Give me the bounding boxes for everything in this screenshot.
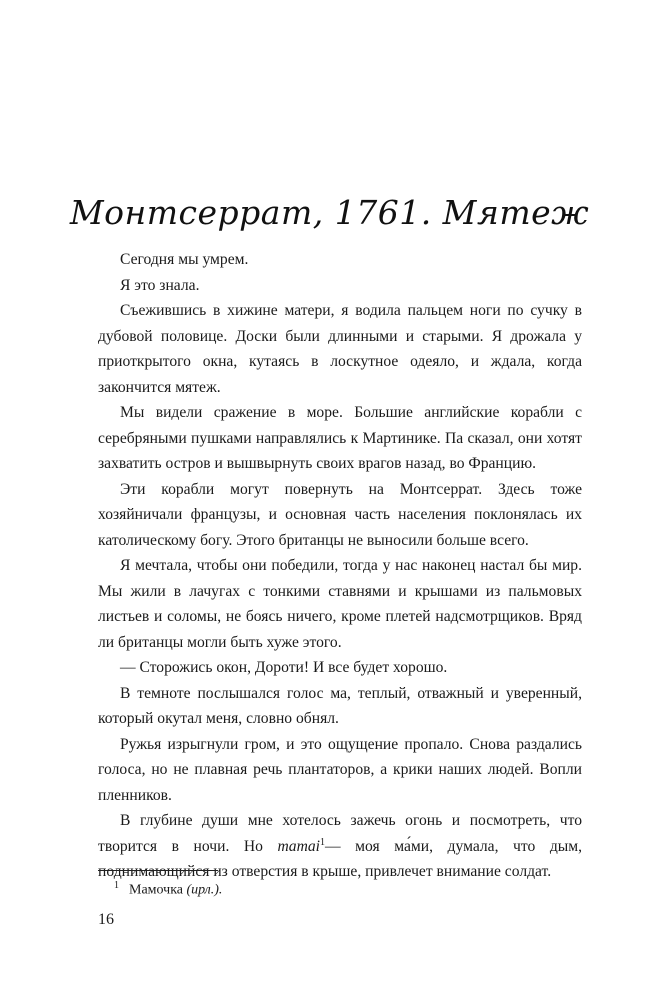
footnote-mark: 1 (114, 880, 119, 891)
paragraph: В темноте послышался голос ма, теплый, отважный и уверенный, который окутал меня, словно обнял. (98, 684, 582, 727)
chapter-title: Монтсеррат, 1761. Мятеж (69, 193, 590, 232)
paragraph: Ружья изрыгнули гром, и это ощущение пропало. Снова раздались голоса, но не плавная речь плантаторов, а крики наших людей. Вопли пленников. (98, 735, 582, 804)
footnote-reference[interactable]: 1 (319, 836, 325, 848)
paragraph: Мы видели сражение в море. Большие английские корабли с серебряными пушками направлялись к Мартинике. Па сказал, они хотят захватить остров и вышвырнуть своих врагов назад, во Францию. (98, 404, 582, 472)
footnote (114, 876, 222, 901)
paragraph: Я мечтала, чтобы они победили, тогда у нас наконец настал бы мир. Мы жили в лачугах с тонкими ставнями и крышами из пальмовых листьев и соломы, не боясь ничего, кроме плетей надсмотрщиков. Вряд ли британцы могли быть хуже этого. (98, 557, 582, 651)
paragraph-text: — моя ма́ми, думала, что дым, поднимающийся из отверстия в крыше, привлечет внимание солдат. (98, 837, 582, 880)
body-text (98, 247, 582, 885)
paragraph: — Сторожись окон, Дороти! И все будет хорошо. (120, 659, 448, 676)
paragraph: Сегодня мы умрем. (120, 251, 249, 268)
paragraph: Я это знала. (120, 276, 200, 294)
page-number: 16 (98, 911, 114, 928)
paragraph (98, 808, 582, 885)
paragraph: Съежившись в хижине матери, я водила пальцем ноги по сучку в дубовой половице. Доски были длинными и старыми. Я дрожала у приоткрытого окна, кутаясь в лоскутное одеяло, и ждала, когда закончится мятеж. (98, 302, 582, 396)
footnote-italic: (ирл.). (186, 882, 223, 898)
paragraph-text: В глубине души мне хотелось зажечь огонь и посмотреть, что творится в ночи. Но (98, 812, 582, 855)
paragraph: Эти корабли могут повернуть на Монтсеррат. Здесь тоже хозяйничали французы, и основная часть населения поклонялась их католическому богу. Этого британцы не выносили больше всего. (98, 480, 582, 549)
italic-word: mamai (277, 837, 320, 855)
footnote-text: Мамочка (129, 882, 187, 898)
footnote-divider (98, 870, 218, 871)
